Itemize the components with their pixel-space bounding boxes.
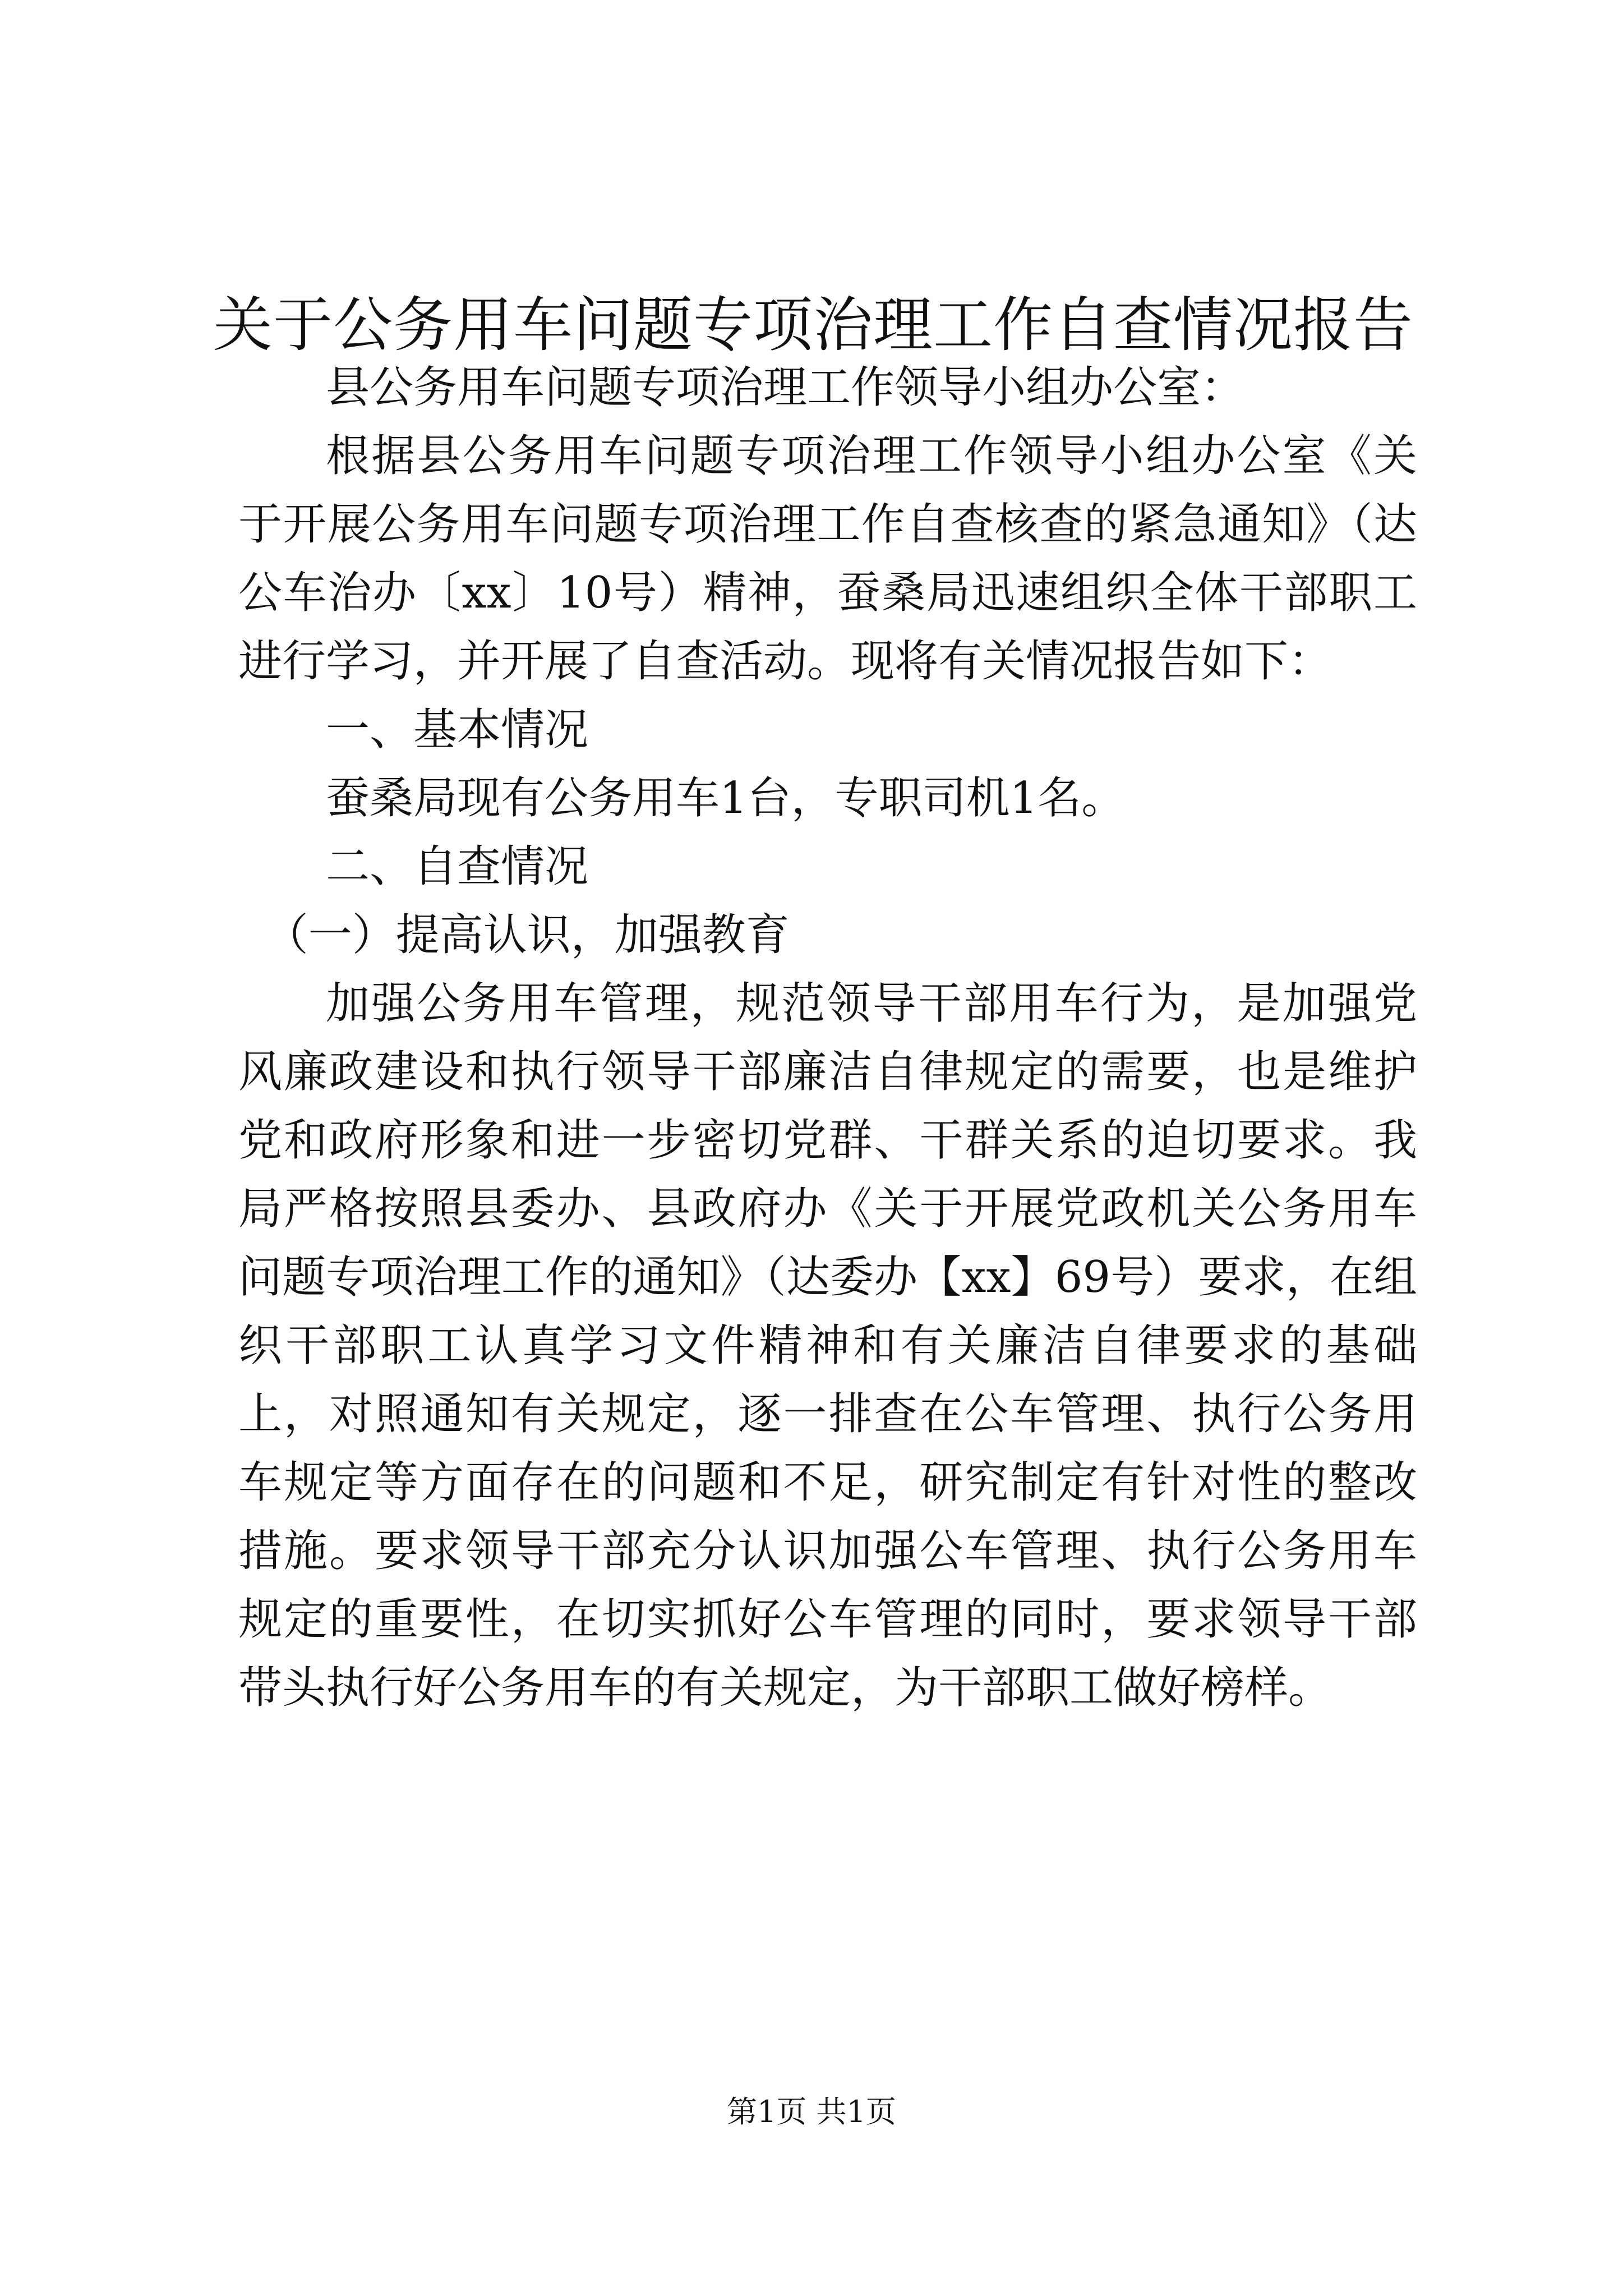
intro-paragraph: 根据县公务用车问题专项治理工作领导小组办公室《关于开展公务用车问题专项治理工作自查核查的紧急通知》（达公车治办〔xx〕10号）精神，蚕桑局迅速组织全体干部职工进行学习，并开展了自查活动。现将有关情况报告如下： xyxy=(238,431,1417,687)
section-heading-basic: 一、基本情况 xyxy=(326,705,589,755)
document-body xyxy=(238,353,1417,1722)
section-heading-self-check: 二、自查情况 xyxy=(326,841,589,892)
body-paragraph: 加强公务用车管理，规范领导干部用车行为，是加强党风廉政建设和执行领导干部廉洁自律规定的需要，也是维护党和政府形象和进一步密切党群、干群关系的迫切要求。我局严格按照县委办、县政府办《关于开展党政机关公务用车问题专项治理工作的通知》（达委办【xx】69号）要求，在组织干部职工认真学习文件精神和有关廉洁自律要求的基础上，对照通知有关规定，逐一排查在公车管理、执行公务用车规定等方面存在的问题和不足，研究制定有针对性的整改措施。要求领导干部充分认识加强公车管理、执行公务用车规定的重要性，在切实抓好公车管理的同时，要求领导干部带头执行好公务用车的有关规定，为干部职工做好榜样。 xyxy=(238,978,1417,1713)
basic-info-paragraph: 蚕桑局现有公务用车1台，专职司机1名。 xyxy=(326,773,1126,823)
page-number-footer: 第1页 共1页 xyxy=(727,2094,896,2129)
addressee-paragraph: 县公务用车问题专项治理工作领导小组办公室： xyxy=(326,362,1245,413)
subsection-heading: （一）提高认识，加强教育 xyxy=(264,910,790,960)
document-title: 关于公务用车问题专项治理工作自查情况报告 xyxy=(213,291,1413,360)
